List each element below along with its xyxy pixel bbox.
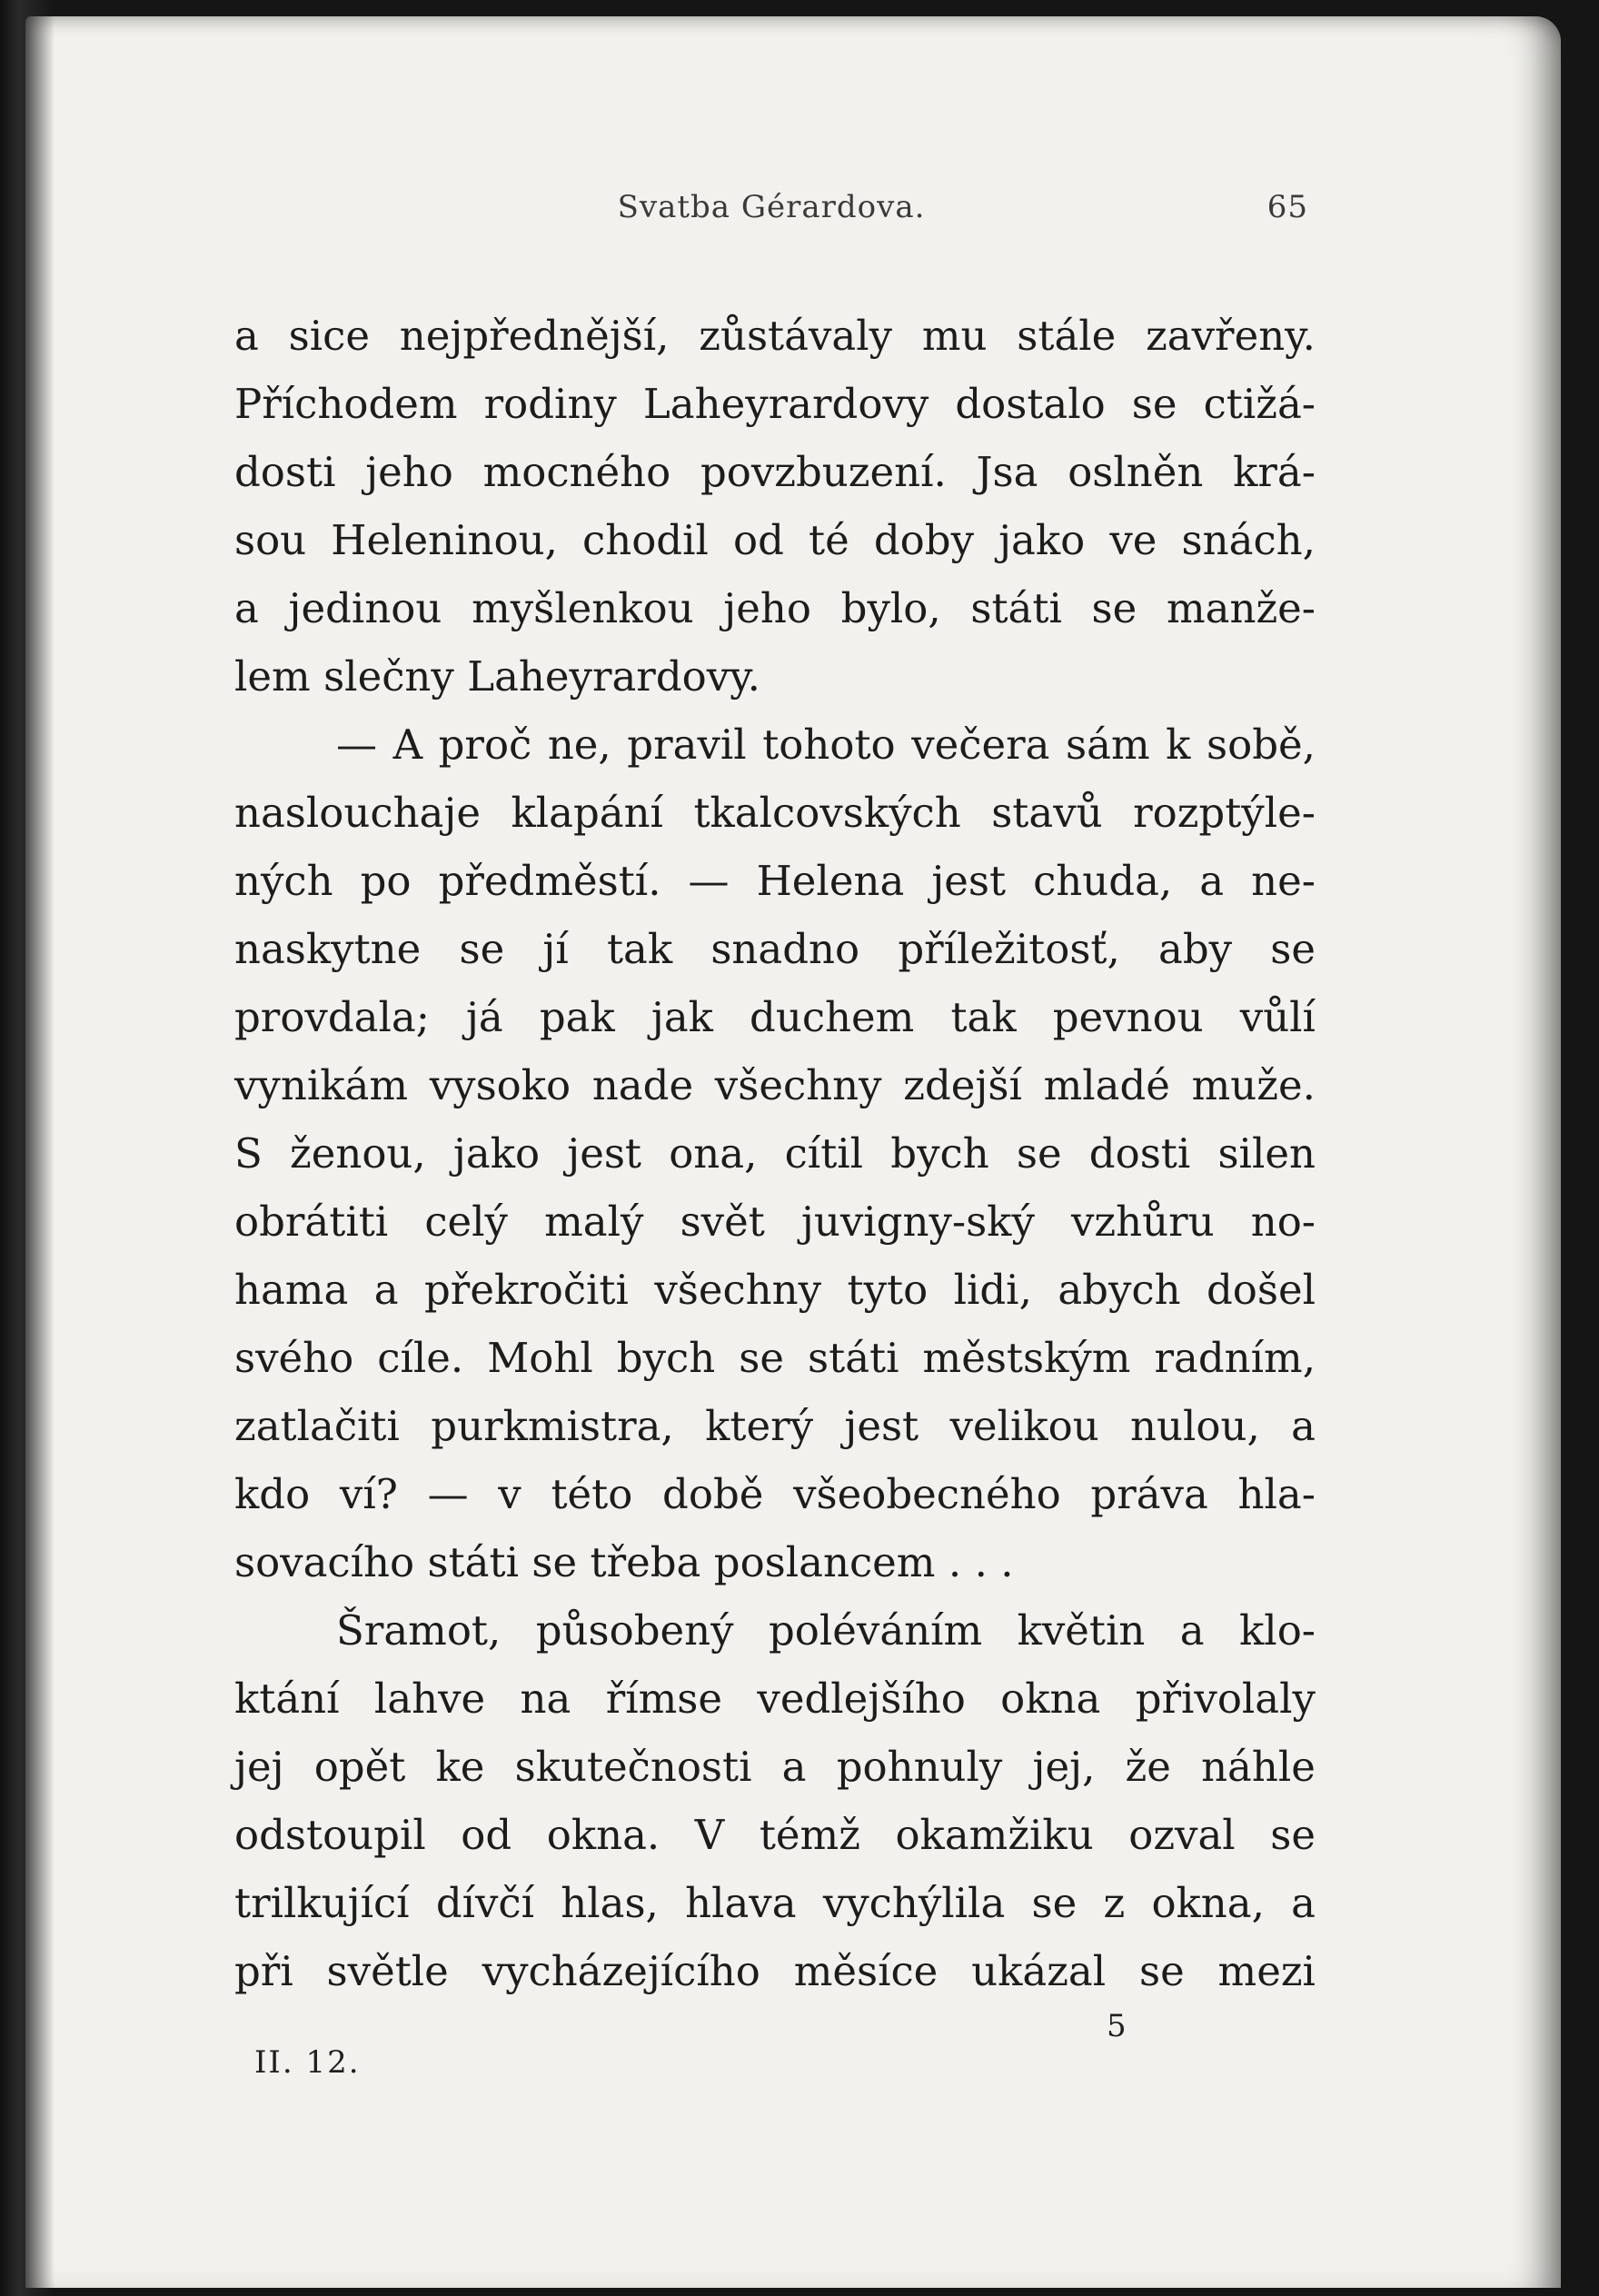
- text-line: zatlačiti purkmistra, který jest velikou nulou, a: [234, 1402, 1316, 1450]
- text-line: — A proč ne, pravil tohoto večera sám k sobě,: [336, 721, 1316, 769]
- text-line: provdala; já pak jak duchem tak pevnou vůlí: [234, 993, 1316, 1041]
- text-line: jej opět ke skutečnosti a pohnuly jej, že náhle: [234, 1743, 1316, 1791]
- page-footer: [254, 2008, 1163, 2081]
- text-line: dosti jeho mocného povzbuzení. Jsa oslněn krá-: [234, 448, 1316, 496]
- text-line: naslouchaje klapání tkalcovských stavů rozptýle-: [234, 789, 1316, 837]
- text-line: sou Heleninou, chodil od té doby jako ve snách,: [234, 516, 1316, 564]
- running-title: Svatba Gérardova.: [617, 189, 926, 225]
- sheet-number: 5: [1107, 2008, 1127, 2044]
- paragraph: [234, 302, 1316, 711]
- text-line: S ženou, jako jest ona, cítil bych se dosti silen: [234, 1129, 1316, 1178]
- page-number: 65: [1266, 189, 1308, 225]
- text-line: Příchodem rodiny Laheyrardovy dostalo se ctižá-: [234, 380, 1316, 428]
- paragraph: [234, 1596, 1316, 2005]
- text-line: sovacího státi se třeba poslancem . . .: [234, 1538, 1014, 1586]
- page-header: [234, 189, 1308, 234]
- text-line: hama a překročiti všechny tyto lidi, abych došel: [234, 1266, 1316, 1314]
- text-line: ktání lahve na římse vedlejšího okna přivolaly: [234, 1675, 1316, 1723]
- text-line: vynikám vysoko nade všechny zdejší mladé muže.: [234, 1061, 1316, 1109]
- text-line: trilkující dívčí hlas, hlava vychýlila se z okna, a: [234, 1879, 1316, 1927]
- text-line: svého cíle. Mohl bych se státi městským radním,: [234, 1334, 1316, 1382]
- text-line: odstoupil od okna. V témž okamžiku ozval se: [234, 1811, 1316, 1859]
- text-line: a jedinou myšlenkou jeho bylo, státi se manže-: [234, 584, 1316, 632]
- paragraph: [234, 711, 1316, 1596]
- text-line: lem slečny Laheyrardovy.: [234, 652, 760, 701]
- text-line: naskytne se jí tak snadno příležitosť, aby se: [234, 925, 1316, 973]
- text-line: ných po předměstí. — Helena jest chuda, a ne-: [234, 857, 1316, 905]
- text-line: kdo ví? — v této době všeobecného práva hla-: [234, 1470, 1316, 1518]
- binding-shadow: [0, 0, 55, 2296]
- text-line: Šramot, působený poléváním květin a klo-: [336, 1606, 1316, 1655]
- text-line: při světle vycházejícího měsíce ukázal se mezi: [234, 1947, 1316, 1995]
- printer-signature: II. 12.: [254, 2044, 361, 2081]
- text-line: obrátiti celý malý svět juvigny-ský vzhůru no-: [234, 1198, 1316, 1246]
- body-text: [234, 302, 1316, 2005]
- text-line: a sice nejpřednější, zůstávaly mu stále zavřeny.: [234, 312, 1316, 360]
